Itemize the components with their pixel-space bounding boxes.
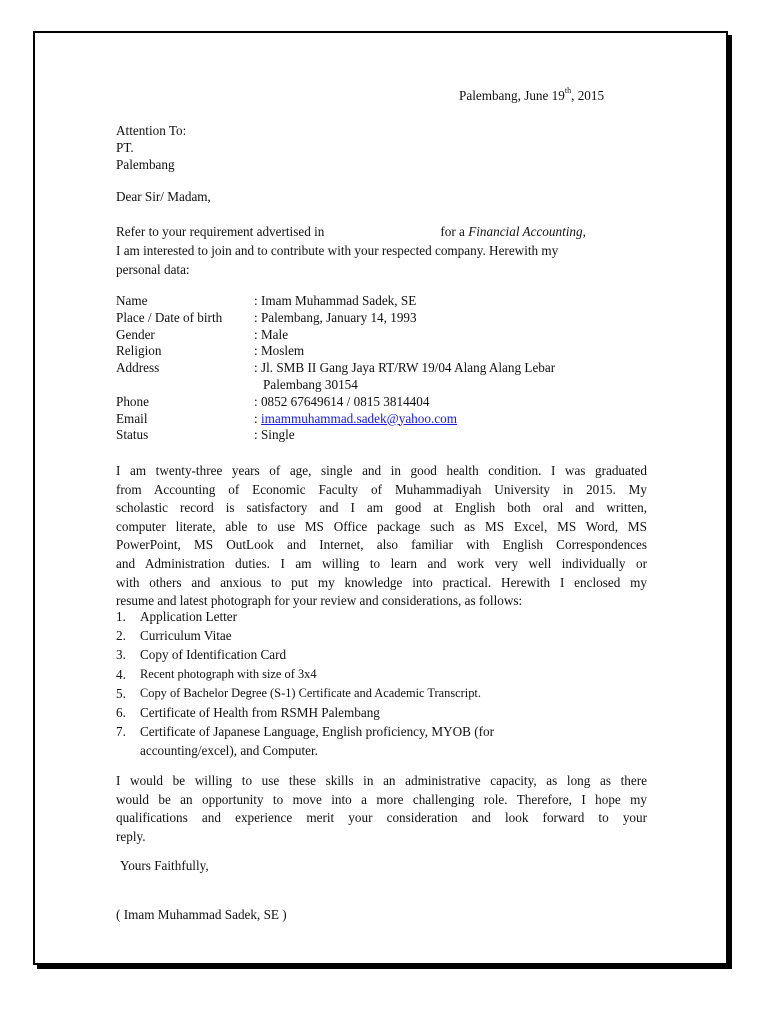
date-suffix: th [564,86,572,95]
field-value: : Jl. SMB II Gang Jaya RT/RW 19/04 Alang Alang Lebar [254,360,556,376]
list-number: 5. [116,685,126,701]
list-item [116,626,494,645]
list-item [116,703,494,722]
greeting: Dear Sir/ Madam, [116,189,211,204]
attention-line: PT. [116,140,134,155]
field-value: : Moslem [254,343,305,359]
list-item [116,607,494,626]
enclosure-list [116,607,494,761]
field-value [254,411,457,428]
valediction: Yours Faithfully, [120,858,209,873]
list-item [116,684,494,703]
closing-line: reply. [116,828,146,844]
attention-block [116,122,186,173]
field-label: Place / Date of birth [116,309,223,325]
field-label: Religion [116,343,162,359]
field-value: : Male [254,326,289,342]
body-line: and Administration duties. I am willing to learn and work very well individually or [116,555,647,571]
body-line: PowerPoint, MS OutLook and Internet, also familiar with English Correspondences [116,537,647,553]
field-value: : Imam Muhammad Sadek, SE [254,293,417,308]
field-row-address [116,360,555,377]
attention-line: Attention To: [116,123,187,138]
position-name: Financial Accounting [468,224,583,239]
field-label: Gender [116,326,155,342]
closing-line: I would be willing to use these skills in an administrative capacity, as long as there [116,773,647,788]
field-value-continuation: Palembang 30154 [263,376,358,392]
attention-line: Palembang [116,157,175,172]
intro-part3: , [582,224,586,239]
intro-line [116,222,647,241]
field-value: : Palembang, January 14, 1993 [254,309,417,325]
body-paragraph [116,462,647,611]
list-item [116,645,494,664]
closing-line: qualifications and experience merit your consideration and look forward to your [116,810,647,826]
intro-line: I am interested to join and to contribute with your respected company. Herewith my [116,243,559,258]
personal-data [116,293,555,444]
closing-line: would be an opportunity to move into a more challenging role. Therefore, I hope my [116,791,647,807]
body-line: I am twenty-three years of age, single and in good health condition. I was graduated [116,463,647,478]
email-link[interactable]: imammuhammad.sadek@yahoo.com [260,410,457,426]
field-row-religion [116,343,555,360]
intro-paragraph [116,222,647,279]
list-text-continuation: accounting/excel), and Computer. [140,743,318,759]
field-value: : Single [254,427,295,443]
field-value: : 0852 67649614 / 0815 3814404 [254,393,430,409]
intro-part2: for a [440,224,469,239]
list-item [116,665,494,684]
field-row-email [116,411,555,428]
list-number: 4. [116,666,126,682]
email-prefix: : [254,410,261,426]
closing-paragraph [116,772,647,846]
field-label: Email [116,410,148,426]
body-line: resume and latest photograph for your review and considerations, as follows: [116,593,523,609]
date-prefix: Palembang, June 19 [459,88,565,103]
body-line: with others and anxious to put my knowledge into practical. Herewith I enclosed my [116,574,647,590]
field-row-phone [116,394,555,411]
field-label: Status [116,427,149,443]
date-year: , 2015 [571,88,605,103]
intro-part1: Refer to your requirement advertised in [116,224,325,239]
body-line: scholastic record is satisfactory and I am good at English both oral and written, [116,500,647,516]
field-label: Name [116,293,148,308]
field-row-birth [116,310,555,327]
list-number: 3. [116,647,126,663]
field-label: Phone [116,393,149,409]
list-item [116,722,494,741]
field-label: Address [116,360,160,376]
list-text: Certificate of Health from RSMH Palembang [140,705,380,721]
signature-name: ( Imam Muhammad Sadek, SE ) [116,907,287,922]
list-item-continuation [116,741,494,760]
list-number: 1. [116,609,126,624]
list-text: Curriculum Vitae [140,628,232,644]
list-text: Copy of Bachelor Degree (S-1) Certificate and Academic Transcript. [140,685,481,700]
field-row-status [116,427,555,444]
list-number: 6. [116,705,126,721]
field-row-gender [116,327,555,344]
list-text: Application Letter [140,609,238,624]
list-text: Recent photograph with size of 3x4 [140,666,317,681]
list-text: Certificate of Japanese Language, English proficiency, MYOB (for [140,724,494,740]
list-number: 7. [116,724,126,740]
list-number: 2. [116,628,126,644]
list-text: Copy of Identification Card [140,647,287,663]
field-row-address-cont [116,377,555,394]
body-line: computer literate, able to use MS Office package such as MS Excel, MS Word, MS [116,518,647,534]
intro-line: personal data: [116,262,190,277]
field-row-name [116,293,555,310]
body-line: from Accounting of Economic Faculty of Muhammadiyah University in 2015. My [116,481,647,497]
letter-date [459,88,604,104]
